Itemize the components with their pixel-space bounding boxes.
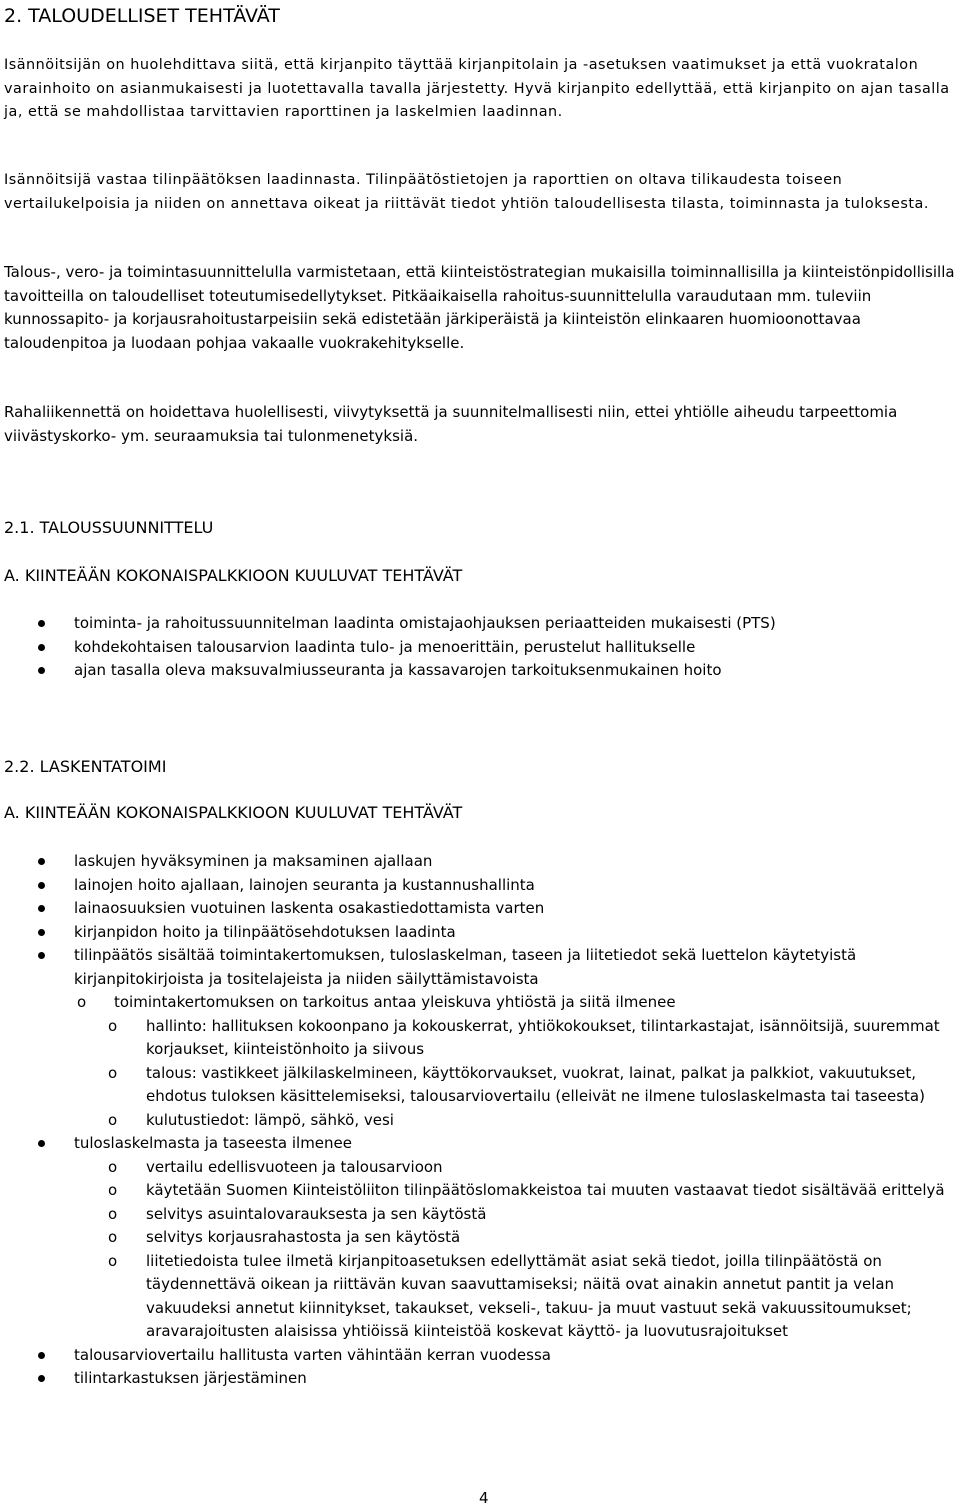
page-number: 4 [479, 1489, 489, 1507]
list-item: laskujen hyväksyminen ja maksaminen ajallaan [0, 850, 958, 874]
list-laskentatoimi [0, 850, 960, 1391]
bullet-icon [38, 1375, 45, 1382]
bullet-icon [38, 1352, 45, 1359]
circle-bullet-icon: o [108, 1181, 118, 1199]
list-taloussuunnittelu [0, 612, 960, 683]
sub-list-item: o käytetään Suomen Kiinteistöliiton tilinpäätöslomakkeistoa tai muuten vastaavat tiedot sisältävää erittelyä [0, 1179, 960, 1203]
sub-list-item: o talous: vastikkeet jälkilaskelmineen, käyttökorvaukset, vuokrat, lainat, palkat ja palkkiot, vakuutukset, ehdotus tuloksen käsittelemiseksi, talousarviovertailu (elleivät ne ilmene tuloslaskelmasta tai taseesta) [108, 1063, 925, 1105]
sub-list-item: o kulutustiedot: lämpö, sähkö, vesi [0, 1109, 960, 1133]
bullet-icon [38, 952, 45, 959]
list-item: tilinpäätös sisältää toimintakertomuksen, tuloslaskelman, taseen ja liitetiedot sekä luettelon käytetyistä kirjanpitokirjoista ja tositelajeista ja niiden säilyttämistavoista [0, 944, 958, 991]
bullet-icon [38, 644, 45, 651]
circle-bullet-icon: o [77, 993, 87, 1011]
sub-list-item: o toimintakertomuksen on tarkoitus antaa yleiskuva yhtiöstä ja siitä ilmenee [0, 991, 960, 1015]
sub-list-item: o liitetiedoista tulee ilmetä kirjanpitoasetuksen edellyttämät asiat sekä tiedot, joilla tilinpäätöstä on täydennettävä oikean ja riittävän kuvan saavuttamiseksi; näitä ovat ainakin annetut pantit ja velan vakuudeksi annetut kiinnitykset, takaukset, vekseli-, takuu- ja muut vastuut sekä vakuussitoumukset; aravarajoitusten alaisissa yhtiöissä kiinteistöä koskevat käyttö- ja luovutusrajoitukset [108, 1251, 912, 1340]
paragraph-kirjanpito: Isännöitsijän on huolehdittava siitä, että kirjanpito täyttää kirjanpitolain ja -asetuksen vaatimukset ja että vuokratalon varainhoito on asianmukaisesti ja luotettavalla tavalla järjestetty. Hyvä kirjanpito edellyttää, että kirjanpito on ajan tasalla ja, että se mahdollistaa tarvittavien raporttinen ja laskelmien laadinnan. [4, 57, 950, 120]
circle-bullet-icon: o [108, 1157, 118, 1176]
heading-taloussuunnittelu: 2.1. TALOUSSUUNNITTELU [4, 518, 214, 537]
section-title: 2. TALOUDELLISET TEHTÄVÄT [4, 5, 280, 27]
paragraph-rahaliikenne: Rahaliikennettä on hoidettava huolellisesti, viivytyksettä ja suunnitelmallisesti niin, ettei yhtiölle aiheudu tarpeettomia viivästyskorko- ym. seuraamuksia tai tulonmenetyksiä. [4, 403, 898, 445]
list-item: tilintarkastuksen järjestäminen [0, 1367, 958, 1391]
bullet-icon [38, 882, 45, 889]
list-item: talousarviovertailu hallitusta varten vähintään kerran vuodessa [0, 1344, 958, 1368]
heading-laskentatoimi: 2.2. LASKENTATOIMI [4, 757, 167, 776]
bullet-icon [38, 667, 45, 674]
list-item: ajan tasalla oleva maksuvalmiusseuranta ja kassavarojen tarkoituksenmukainen hoito [0, 659, 958, 683]
bullet-icon [38, 1140, 45, 1147]
circle-bullet-icon: o [108, 1251, 118, 1270]
list-item: lainojen hoito ajallaan, lainojen seuranta ja kustannushallinta [0, 874, 958, 898]
bullet-icon [38, 858, 45, 865]
circle-bullet-icon: o [108, 1110, 118, 1129]
sub-list-item: o selvitys asuintalovarauksesta ja sen käytöstä [0, 1203, 960, 1227]
bullet-icon [38, 929, 45, 936]
subheading-tehtavat-21: A. KIINTEÄÄN KOKONAISPALKKIOON KUULUVAT TEHTÄVÄT [4, 566, 463, 585]
subheading-tehtavat-22: A. KIINTEÄÄN KOKONAISPALKKIOON KUULUVAT TEHTÄVÄT [4, 803, 463, 822]
circle-bullet-icon: o [108, 1228, 118, 1246]
paragraph-tilinpaatos: Isännöitsijä vastaa tilinpäätöksen laadinnasta. Tilinpäätöstietojen ja raporttien on oltava tilikaudesta toiseen vertailukelpoisia ja niiden on annettava oikeat ja riittävät tiedot yhtiön taloudellisesta tilasta, toiminnasta ja tuloksesta. [4, 172, 929, 212]
circle-bullet-icon: o [108, 1016, 118, 1035]
sub-list-item: o hallinto: hallituksen kokoonpano ja kokouskerrat, yhtiökokoukset, tilintarkastajat, isännöitsijä, suuremmat korjaukset, kiinteistönhoito ja siivous [108, 1016, 940, 1058]
list-item: tuloslaskelmasta ja taseesta ilmenee [0, 1132, 958, 1156]
sub-list-item: o selvitys korjausrahastosta ja sen käytöstä [0, 1226, 960, 1250]
circle-bullet-icon: o [108, 1063, 118, 1082]
circle-bullet-icon: o [108, 1204, 118, 1223]
paragraph-suunnittelu: Talous-, vero- ja toimintasuunnittelulla varmistetaan, että kiinteistöstrategian mukaisilla toiminnallisilla ja kiinteistönpidollisilla tavoitteilla on taloudelliset toteutumisedellytykset. Pitkäaikaisella rahoitus-suunnittelulla varaudutaan mm. tuleviin kunnossapito- ja korjausrahoitustarpeisiin sekä edistetään järkiperäistä ja kiinteistön elinkaaren huomioonottavaa taloudenpitoa ja luodaan pohjaa vakaalle vuokrakehitykselle. [4, 263, 955, 352]
list-item: lainaosuuksien vuotuinen laskenta osakastiedottamista varten [0, 897, 958, 921]
bullet-icon [38, 620, 45, 627]
sub-list-item: o vertailu edellisvuoteen ja talousarvioon [0, 1156, 960, 1180]
list-item: toiminta- ja rahoitussuunnitelman laadinta omistajaohjauksen periaatteiden mukaisesti (PTS) [0, 612, 958, 636]
list-item: kohdekohtaisen talousarvion laadinta tulo- ja menoerittäin, perustelut hallitukselle [0, 636, 958, 660]
list-item: kirjanpidon hoito ja tilinpäätösehdotuksen laadinta [0, 921, 958, 945]
bullet-icon [38, 905, 45, 912]
